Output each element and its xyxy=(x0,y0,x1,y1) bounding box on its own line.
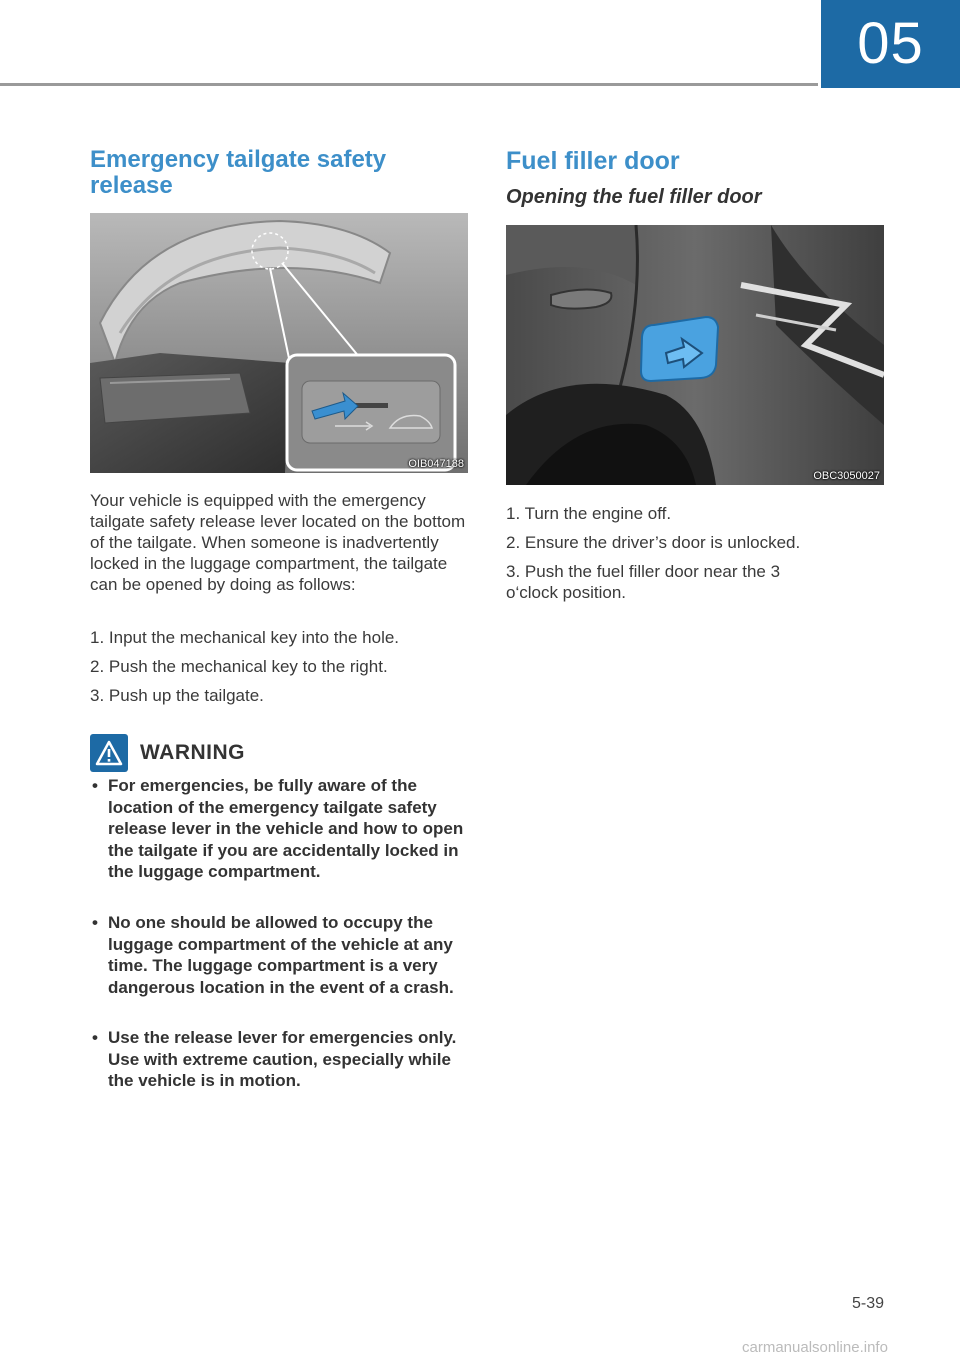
warning-bullet: • For emergencies, be fully aware of the location of the emergency tailgate safety release lever in the vehicle and how to open the tailgate if you are accidentally locked in the luggage compartment. xyxy=(92,776,464,881)
bullet-dot-icon: • xyxy=(92,1028,98,1047)
tailgate-intro-text: Your vehicle is equipped with the emergency tailgate safety release lever located on the bottom of the tailgate. When someone is inadvertently locked in the luggage compartment, the tailgate can be opened by doing as follows: xyxy=(90,491,466,594)
watermark: carmanualsonline.info xyxy=(742,1339,888,1356)
warning-header xyxy=(90,734,245,772)
figure-code: OIB047188 xyxy=(408,458,464,470)
section-heading-tailgate: Emergency tailgate safety release xyxy=(90,146,387,199)
fuel-door-illustration xyxy=(506,225,884,485)
page-number: 5-39 xyxy=(852,1295,885,1312)
figure-code: OBC3050027 xyxy=(813,470,880,482)
tailgate-step-3: 3. Push up the tailgate. xyxy=(90,686,264,705)
section-heading-fuel-door: Fuel filler door xyxy=(506,147,680,175)
warning-bullet: • Use the release lever for emergencies only. Use with extreme caution, especially while the vehicle is in motion. xyxy=(92,1028,457,1090)
tailgate-release-figure xyxy=(90,213,468,473)
tailgate-step-1: 1. Input the mechanical key into the hole. xyxy=(90,628,400,647)
subheading-opening-fuel-door: Opening the fuel filler door xyxy=(506,186,762,208)
chapter-tab: 05 xyxy=(821,0,960,88)
fuel-step-3: 3. Push the fuel filler door near the 3 o‘clock position. xyxy=(506,562,781,602)
header-rule xyxy=(0,83,818,86)
warning-title: WARNING xyxy=(140,741,245,764)
tailgate-illustration xyxy=(90,213,468,473)
warning-bullet: • No one should be allowed to occupy the luggage compartment of the vehicle at any time. The luggage compartment is a very dangerous location in the event of a crash. xyxy=(92,913,454,997)
fuel-step-2: 2. Ensure the driver’s door is unlocked. xyxy=(506,533,801,552)
tailgate-step-2: 2. Push the mechanical key to the right. xyxy=(90,657,388,676)
fuel-step-1: 1. Turn the engine off. xyxy=(506,504,672,523)
warning-triangle-icon xyxy=(90,734,128,772)
bullet-dot-icon: • xyxy=(92,776,98,795)
bullet-dot-icon: • xyxy=(92,913,98,932)
fuel-door-figure xyxy=(506,225,884,485)
